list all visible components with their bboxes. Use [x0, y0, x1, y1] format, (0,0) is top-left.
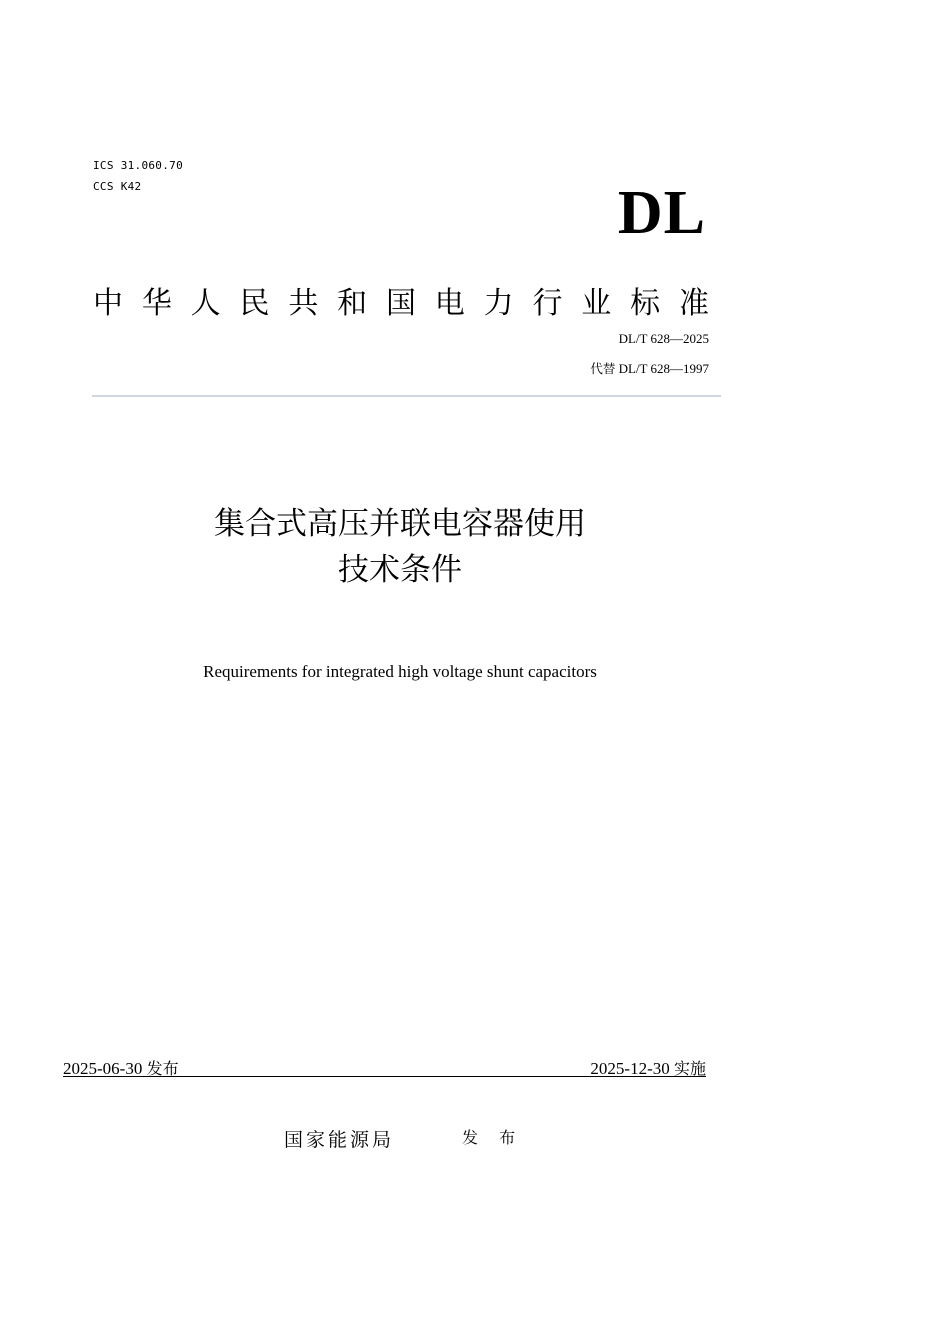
replaces-prefix: 代替 [590, 361, 616, 376]
standard-category-char: 标 [630, 286, 661, 321]
standard-category-char: 业 [581, 286, 612, 321]
effective-date-value: 2025-12-30 [590, 1059, 670, 1078]
publish-date-value: 2025-06-30 [63, 1059, 143, 1078]
header-divider [92, 395, 721, 397]
date-row [63, 1054, 706, 1077]
standard-category-char: 华 [141, 286, 172, 321]
effective-date [590, 1056, 706, 1079]
standard-category-char: 中 [93, 286, 123, 321]
publish-date [63, 1056, 179, 1079]
replaces-standard [590, 359, 709, 377]
title-english: Requirements for integrated high voltage shunt capacitors [203, 662, 597, 681]
standard-category-char: 和 [337, 286, 368, 321]
standard-category-char: 电 [434, 286, 465, 321]
ccs-code: CCS K42 [93, 180, 142, 193]
standard-category-char: 行 [532, 286, 563, 321]
effective-date-label: 实施 [673, 1059, 706, 1078]
standard-number: DL/T 628—2025 [618, 331, 709, 346]
standard-category-char: 人 [190, 286, 221, 321]
dl-logo: DL [617, 179, 706, 247]
publish-date-label: 发布 [146, 1059, 179, 1078]
title-chinese-line-2: 技术条件 [338, 552, 462, 588]
issue-label: 发 布 [462, 1128, 524, 1147]
standard-category-char: 共 [288, 286, 319, 321]
replaces-number: DL/T 628—1997 [618, 361, 709, 376]
standard-category-char: 民 [239, 286, 270, 321]
issuing-authority: 国家能源局 [284, 1129, 395, 1151]
standard-category-char: 国 [385, 286, 416, 321]
title-chinese-line-1: 集合式高压并联电容器使用 [214, 506, 586, 542]
standard-category-char: 准 [678, 286, 709, 321]
standard-category-char: 力 [483, 286, 514, 321]
ics-code: ICS 31.060.70 [93, 159, 183, 172]
standard-category [93, 284, 709, 324]
